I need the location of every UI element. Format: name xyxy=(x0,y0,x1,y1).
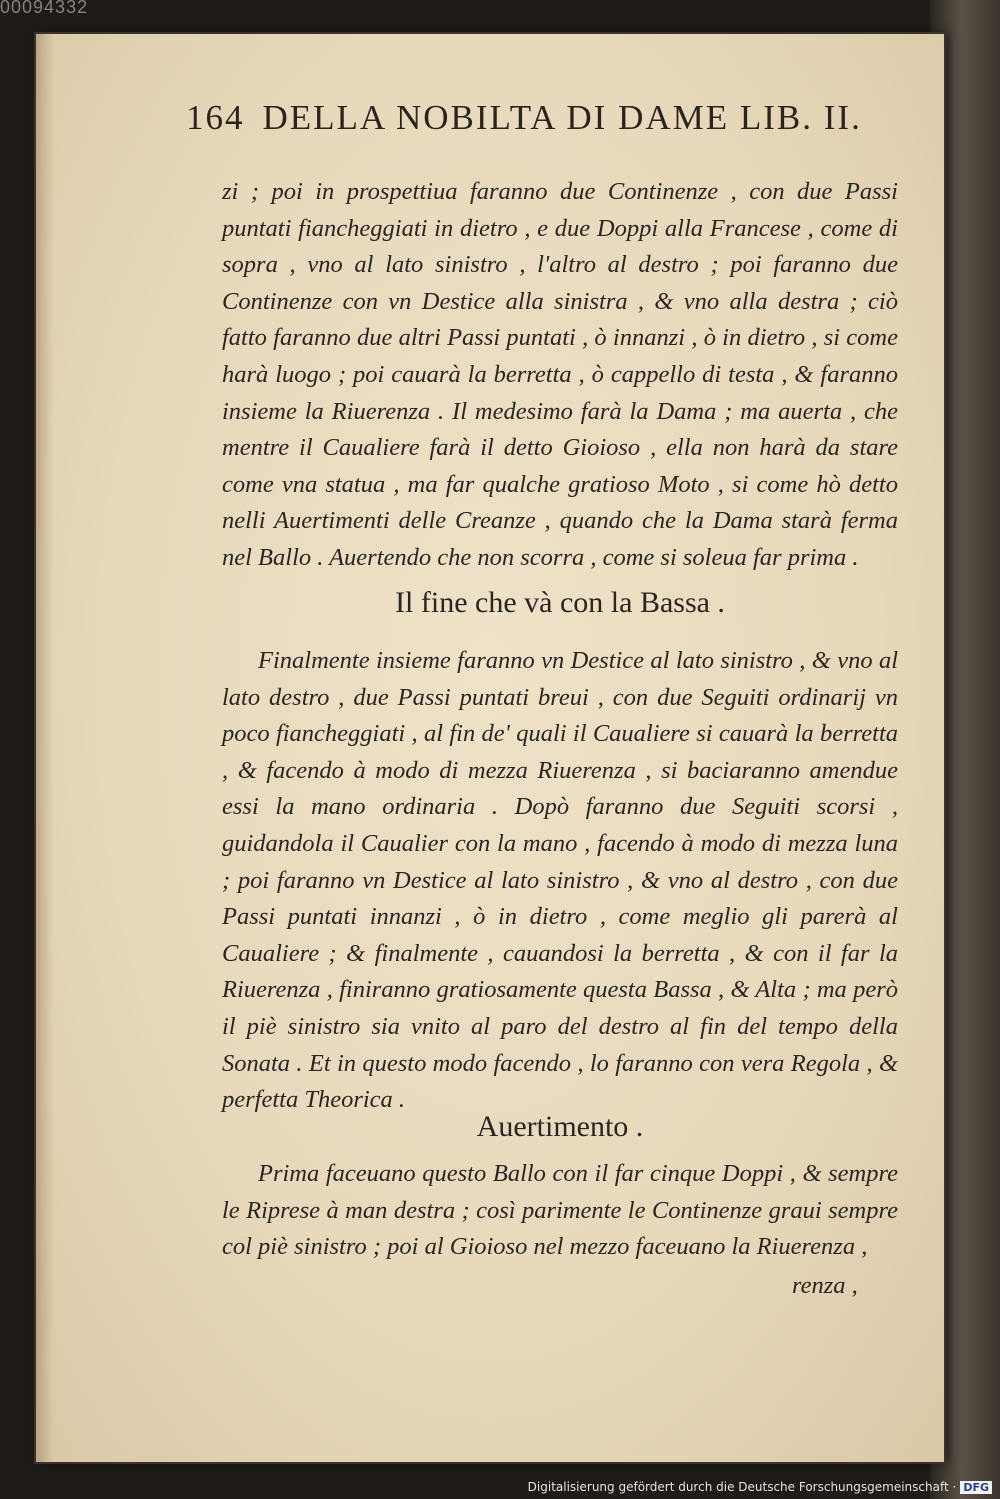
text-block-continuation xyxy=(222,174,898,577)
running-header xyxy=(186,98,862,138)
running-title: DELLA NOBILTA DI DAME LIB. II. xyxy=(262,98,862,137)
text-block-fine xyxy=(222,643,898,1119)
funding-footer xyxy=(528,1480,992,1494)
text-block-auertimento xyxy=(222,1156,898,1266)
paragraph: Finalmente insieme faranno vn Destice al lato sinistro , & vno al lato destro , due Passi puntati breui , con due Seguiti ordinarij vn poco fiancheggiati , al fin de' quali il Caualiere si cauarà la berretta , & facendo à modo di mezza Riuerenza , si baciaranno amendue essi la mano ordinaria . Dopò faranno due Seguiti scorsi , guidandola il Caualier con la mano , facendo à modo di mezza luna ; poi faranno vn Destice al lato sinistro , & vno al destro , con due Passi puntati innanzi , ò in dietro , come meglio gli parerà al Caualiere ; & finalmente , cauandosi la berretta , & con il far la Riuerenza , finiranno gratiosamente questa Bassa , & Alta ; ma però il piè sinistro sia vnito al paro del destro al fin del tempo della Sonata . Et in questo modo facendo , lo faranno con vera Regola , & perfetta Theorica . xyxy=(222,647,898,1114)
dfg-logo: DFG xyxy=(960,1481,992,1494)
section-heading-fine: Il fine che và con la Bassa . xyxy=(395,586,725,619)
scan-id: 00094332 xyxy=(0,0,89,17)
page-number: 164 xyxy=(186,98,245,137)
paragraph: zi ; poi in prospettiua faranno due Continenze , con due Passi puntati fiancheggiati in dietro , e due Doppi alla Francese , come di sopra , vno al lato sinistro , l'altro al destro ; poi faranno due Continenze con vn Destice alla sinistra , & vno alla destra ; ciò fatto faranno due altri Passi puntati , ò innanzi , ò in dietro , si come harà luogo ; poi cauarà la berretta , ò cappello di testa , & faranno insieme la Riuerenza . Il medesimo farà la Dama ; ma auerta , che mentre il Caualiere farà il detto Gioioso , ella non harà da stare come vna statua , ma far qualche gratioso Moto , si come hò detto nelli Auertimenti delle Creanze , quando che la Dama starà ferma nel Ballo . Auertendo che non scorra , come si soleua far prima . xyxy=(222,178,898,571)
catchword: renza , xyxy=(792,1272,858,1299)
paragraph: Prima faceuano questo Ballo con il far cinque Doppi , & sempre le Riprese à man destra ; così parimente le Continenze graui sempre col piè sinistro ; poi al Gioioso nel mezzo faceuano la Riuerenza , xyxy=(222,1160,898,1261)
section-heading-auertimento: Auertimento . xyxy=(476,1110,644,1143)
funding-text: Digitalisierung gefördert durch die Deutsche Forschungsgemeinschaft · xyxy=(527,1480,957,1494)
